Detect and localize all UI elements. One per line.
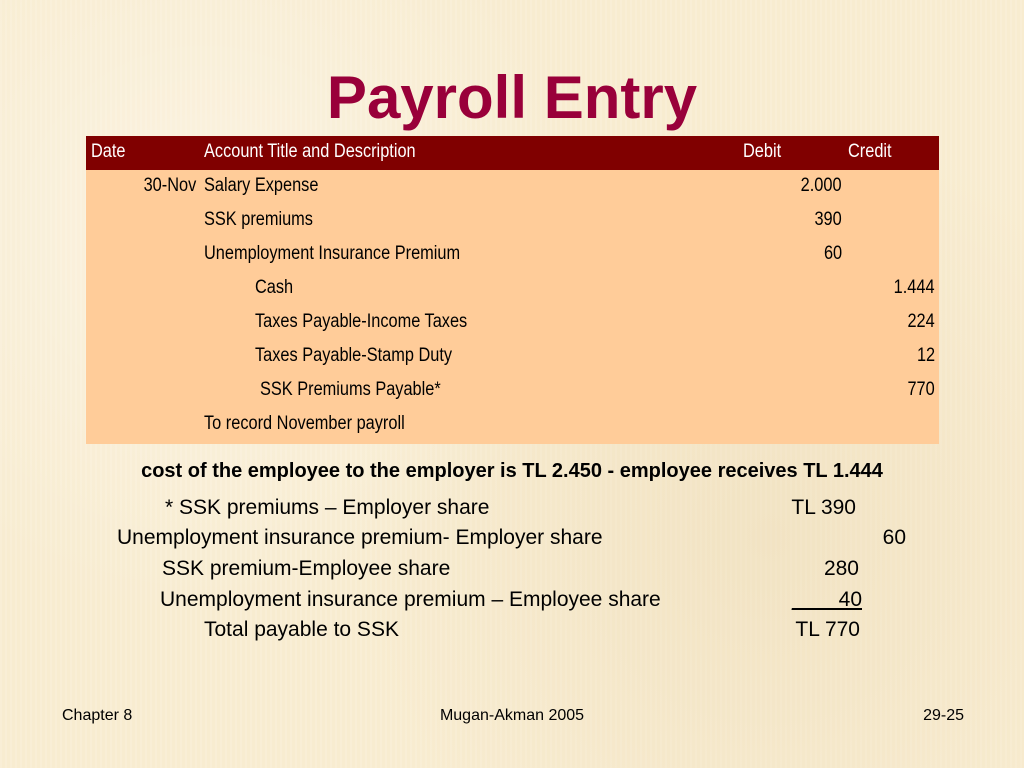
header-debit: Debit (743, 141, 782, 162)
cost-summary: cost of the employee to the employer is TL 2.450 - employee receives TL 1.444 (141, 460, 883, 482)
row-debit: 390 (814, 209, 842, 230)
table-header-row (86, 136, 939, 170)
schedule-total-label: Total payable to SSK (204, 618, 399, 641)
table-row (86, 306, 939, 340)
schedule-amount: ____40 (791, 588, 862, 611)
row-account: Salary Expense (204, 175, 319, 196)
schedule-amount: TL 390 (791, 496, 856, 519)
table-row (86, 340, 939, 374)
schedule-amount: 280 (823, 557, 859, 580)
row-debit: 60 (823, 243, 842, 264)
row-credit: 224 (907, 311, 935, 332)
row-account: To record November payroll (204, 413, 405, 434)
row-account: Taxes Payable-Income Taxes (255, 311, 468, 332)
table-row (86, 272, 939, 306)
row-account: SSK Premiums Payable* (260, 379, 441, 400)
table-row (86, 374, 939, 408)
schedule-label: Unemployment insurance premium- Employer share (117, 526, 603, 549)
table-row (86, 170, 939, 204)
table-row (86, 204, 939, 238)
row-account: Taxes Payable-Stamp Duty (255, 345, 453, 366)
header-account: Account Title and Description (204, 141, 416, 162)
header-date: Date (91, 141, 126, 162)
journal-entry-table (86, 136, 939, 444)
footer-page-number: 29-25 (923, 707, 964, 724)
table-row (86, 408, 939, 442)
schedule-label: SSK premium-Employee share (162, 557, 451, 580)
row-credit: 770 (907, 379, 935, 400)
slide-title: Payroll Entry (326, 64, 698, 131)
schedule-label: Unemployment insurance premium – Employee share (160, 588, 661, 611)
row-credit: 1.444 (894, 277, 935, 298)
row-credit: 12 (916, 345, 935, 366)
row-account: SSK premiums (204, 209, 313, 230)
header-credit: Credit (848, 141, 892, 162)
schedule-total-amount: TL 770 (795, 618, 860, 641)
row-account: Unemployment Insurance Premium (204, 243, 461, 264)
row-account: Cash (255, 277, 294, 298)
row-date: 30-Nov (143, 175, 196, 196)
schedule-label: * SSK premiums – Employer share (165, 496, 490, 519)
schedule-amount: 60 (882, 526, 906, 549)
footer-chapter: Chapter 8 (62, 707, 133, 724)
row-debit: 2.000 (801, 175, 842, 196)
table-row (86, 238, 939, 272)
footer-author: Mugan-Akman 2005 (439, 707, 585, 724)
